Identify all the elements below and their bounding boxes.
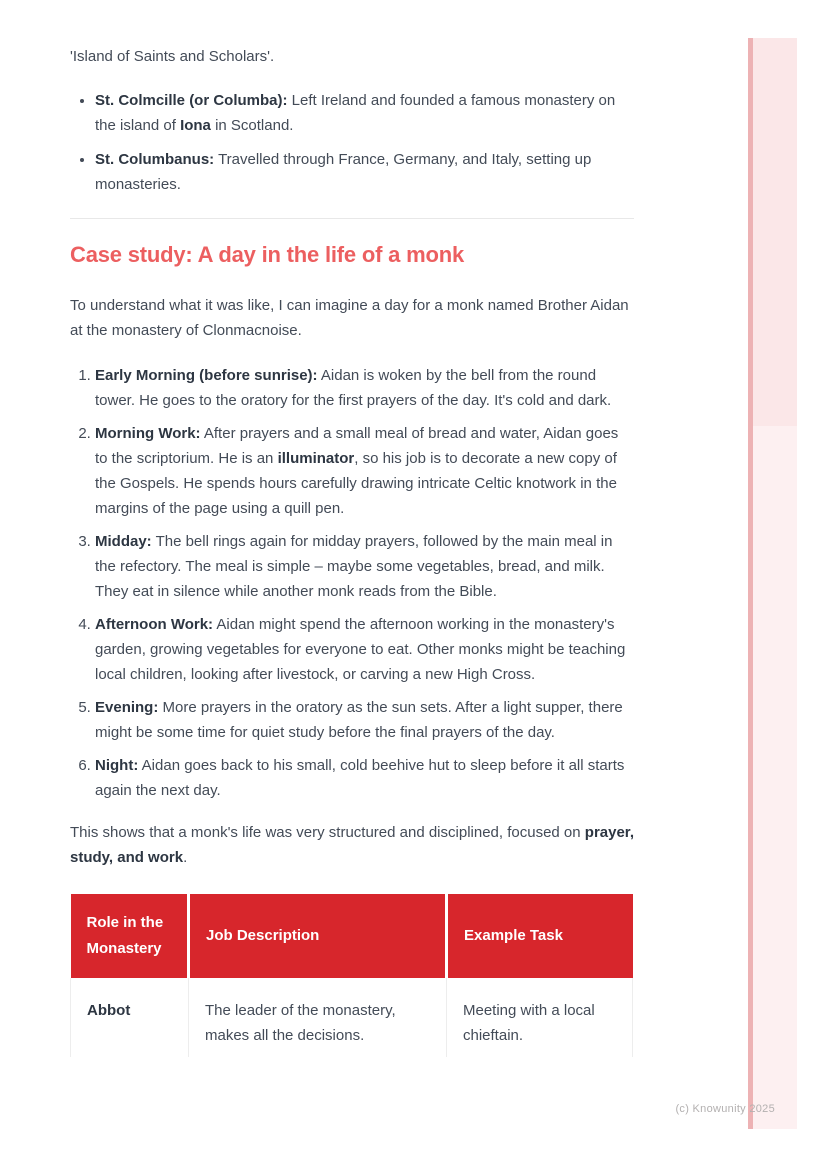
table-body: [71, 978, 633, 1057]
list-item: 6. Night: Aidan goes back to his small, cold beehive hut to sleep before it all starts again the next day.: [95, 753, 634, 803]
list-item: 1. Early Morning (before sunrise): Aidan is woken by the bell from the round tower. He goes to the oratory for the first prayers of the day. It's cold and dark.: [95, 363, 634, 413]
case-intro-paragraph: To understand what it was like, I can imagine a day for a monk named Brother Aidan at the monastery of Clonmacnoise.: [70, 297, 629, 339]
bold-text: Night:: [95, 757, 139, 774]
monastery-roles-table: [70, 894, 633, 1057]
list-item: • St. Colmcille (or Columba): Left Ireland and founded a famous monastery on the island of Iona in Scotland.: [95, 88, 634, 138]
copyright-watermark: (c) Knowunity 2025: [675, 1103, 775, 1115]
table-row: [71, 978, 633, 1057]
daily-schedule-list: [70, 363, 634, 803]
intro-paragraph: 'Island of Saints and Scholars'.: [70, 48, 275, 65]
page-content: [70, 0, 634, 1057]
table-header-cell: Example Task: [447, 894, 633, 978]
bold-text: illuminator: [277, 450, 355, 467]
table-header-cell: Job Description: [189, 894, 447, 978]
list-item: 3. Midday: The bell rings again for midday prayers, followed by the main meal in the refectory. The meal is simple – maybe some vegetables, bread, and milk. They eat in silence while another monk reads from the Bible.: [95, 529, 634, 604]
table-header: [71, 894, 633, 978]
table-header-cell: Role in the Monastery: [71, 894, 189, 978]
case-study-heading: Case study: A day in the life of a monk: [70, 242, 464, 267]
table-cell: The leader of the monastery, makes all the decisions.: [189, 978, 447, 1057]
bold-text: Midday:: [95, 533, 152, 550]
list-item: 5. Evening: More prayers in the oratory as the sun sets. After a light supper, there might be some time for quiet study before the final prayers of the day.: [95, 695, 634, 745]
list-item: • St. Columbanus: Travelled through France, Germany, and Italy, setting up monasteries.: [95, 147, 634, 197]
saints-bullet-list: [70, 88, 634, 197]
section-divider: [70, 218, 634, 219]
bold-text: Iona: [180, 117, 211, 134]
bold-text: St. Colmcille (or Columba):: [95, 92, 288, 109]
table-header-row: [71, 894, 633, 978]
list-item: 2. Morning Work: After prayers and a small meal of bread and water, Aidan goes to the scriptorium. He is an illuminator, so his job is to decorate a new copy of the Gospels. He spends hours carefully drawing intricate Celtic knotwork in the margins of the page using a quill pen.: [95, 421, 634, 521]
bold-text: Afternoon Work:: [95, 616, 214, 633]
bold-text: Evening:: [95, 699, 159, 716]
table-cell: [71, 978, 189, 1057]
pdf-highlight-strip: [748, 38, 797, 1129]
bold-text: St. Columbanus:: [95, 151, 215, 168]
list-item: 4. Afternoon Work: Aidan might spend the afternoon working in the monastery's garden, growing vegetables for everyone to eat. Other monks might be teaching local children, looking after livestock, or carving a new High Cross.: [95, 612, 634, 687]
conclusion-paragraph: This shows that a monk's life was very structured and disciplined, focused on prayer, study, and work.: [70, 824, 634, 866]
bold-text: Morning Work:: [95, 425, 201, 442]
bold-text: prayer, study, and work: [70, 824, 634, 866]
roles-table-clip: [70, 894, 634, 1057]
table-cell: Meeting with a local chieftain.: [447, 978, 633, 1057]
bold-text: Abbot: [87, 1002, 131, 1019]
bold-text: Early Morning (before sunrise):: [95, 367, 318, 384]
